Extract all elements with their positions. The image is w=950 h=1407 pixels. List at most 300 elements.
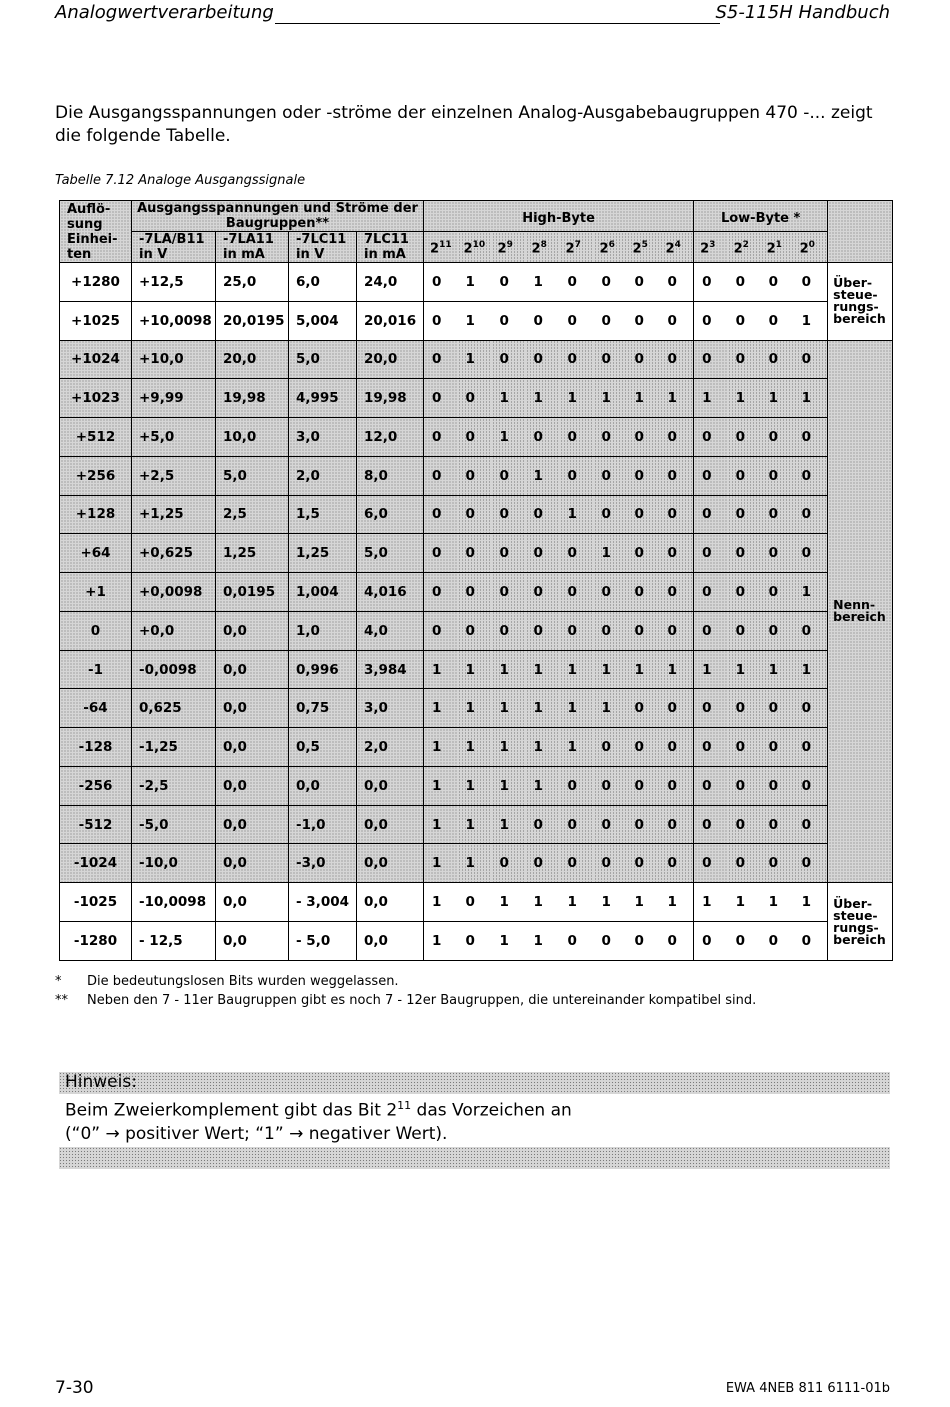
cell-7la11-ma: 1,25 (216, 534, 289, 573)
cell-bit: 1 (458, 766, 492, 805)
cell-bit: 1 (458, 844, 492, 883)
cell-7lab11-v: -2,5 (132, 766, 216, 805)
cell-bit: 0 (660, 728, 694, 767)
header-col-7la11-ma: -7LA11 in mA (216, 232, 289, 263)
cell-bit: 0 (627, 495, 660, 534)
cell-bit: 1 (526, 456, 560, 495)
cell-bit: 0 (660, 611, 694, 650)
cell-bit: 0 (424, 495, 458, 534)
cell-bit: 0 (458, 883, 492, 922)
cell-bit: 0 (694, 263, 728, 302)
cell-bit: 0 (728, 456, 761, 495)
page-header (55, 2, 890, 26)
cell-bit: 1 (526, 650, 560, 689)
header-col-7lc11-ma: 7LC11 in mA (357, 232, 424, 263)
cell-bit: 1 (594, 883, 627, 922)
cell-bit: 0 (694, 340, 728, 379)
cell-bit: 1 (560, 650, 594, 689)
cell-bit: 0 (424, 263, 458, 302)
cell-7lab11-v: -0,0098 (132, 650, 216, 689)
cell-7lc11-v: 5,004 (289, 301, 357, 340)
note-line-1-text: Beim Zweierkomplement gibt das Bit 2 (65, 1100, 398, 1121)
cell-bit: 1 (492, 379, 526, 418)
cell-resolution: -1024 (60, 844, 132, 883)
cell-7lc11-ma: 5,0 (357, 534, 424, 573)
header-output-group: Ausgangsspannungen und Ströme der Baugruppen** (132, 201, 424, 232)
header-chapter: Analogwertverarbeitung (55, 2, 274, 23)
cell-bit: 1 (492, 805, 526, 844)
cell-bit: 1 (424, 766, 458, 805)
cell-bit: 0 (627, 728, 660, 767)
cell-bit: 1 (660, 379, 694, 418)
cell-bit: 1 (458, 728, 492, 767)
cell-bit: 1 (526, 379, 560, 418)
table-row (60, 883, 893, 922)
cell-bit: 0 (526, 534, 560, 573)
cell-7lab11-v: 0,625 (132, 689, 216, 728)
cell-bit: 0 (660, 534, 694, 573)
header-resolution: Auflö-sung Einhei-ten (60, 201, 132, 263)
cell-bit: 0 (728, 922, 761, 961)
cell-resolution: -64 (60, 689, 132, 728)
cell-resolution: +1024 (60, 340, 132, 379)
cell-bit: 0 (594, 340, 627, 379)
cell-7lc11-ma: 0,0 (357, 922, 424, 961)
cell-bit: 0 (526, 495, 560, 534)
cell-7lc11-v: 1,5 (289, 495, 357, 534)
cell-bit: 0 (761, 805, 794, 844)
cell-7lc11-ma: 20,016 (357, 301, 424, 340)
cell-7lab11-v: -5,0 (132, 805, 216, 844)
header-bit-high-7: $2^4$ (660, 232, 694, 263)
cell-bit: 1 (526, 883, 560, 922)
cell-bit: 1 (424, 883, 458, 922)
cell-bit: 0 (594, 805, 627, 844)
note-line-2: (“0” → positiver Wert; “1” → negativer Wert). (65, 1123, 448, 1144)
cell-bit: 0 (492, 573, 526, 612)
cell-bit: 0 (560, 922, 594, 961)
cell-bit: 0 (627, 340, 660, 379)
cell-7lc11-ma: 3,0 (357, 689, 424, 728)
cell-bit: 0 (526, 611, 560, 650)
cell-bit: 1 (424, 805, 458, 844)
cell-bit: 0 (660, 301, 694, 340)
cell-bit: 1 (560, 379, 594, 418)
cell-bit: 0 (492, 534, 526, 573)
cell-7lc11-v: 0,5 (289, 728, 357, 767)
cell-bit: 0 (660, 263, 694, 302)
range-overrange-upper: Über-steue-rungs-bereich (828, 263, 893, 341)
cell-bit: 0 (560, 301, 594, 340)
cell-bit: 1 (761, 379, 794, 418)
cell-bit: 0 (627, 766, 660, 805)
cell-bit: 0 (728, 844, 761, 883)
cell-7lc11-v: - 3,004 (289, 883, 357, 922)
header-rule (275, 23, 720, 24)
cell-bit: 0 (761, 301, 794, 340)
cell-bit: 0 (492, 456, 526, 495)
cell-bit: 1 (594, 379, 627, 418)
cell-bit: 0 (560, 340, 594, 379)
cell-bit: 0 (728, 495, 761, 534)
cell-bit: 1 (728, 650, 761, 689)
cell-bit: 0 (694, 689, 728, 728)
footnote-mark: ** (55, 993, 68, 1008)
cell-bit: 0 (424, 573, 458, 612)
cell-7lc11-v: 1,0 (289, 611, 357, 650)
cell-bit: 0 (627, 844, 660, 883)
cell-bit: 0 (761, 495, 794, 534)
cell-7la11-ma: 0,0 (216, 611, 289, 650)
cell-bit: 0 (526, 418, 560, 457)
cell-bit: 1 (627, 650, 660, 689)
cell-bit: 0 (794, 456, 828, 495)
note-line-1 (65, 1094, 572, 1123)
cell-bit: 0 (560, 418, 594, 457)
cell-bit: 0 (526, 573, 560, 612)
cell-bit: 1 (492, 883, 526, 922)
cell-bit: 1 (560, 495, 594, 534)
cell-bit: 0 (761, 844, 794, 883)
cell-bit: 0 (560, 766, 594, 805)
cell-bit: 1 (794, 573, 828, 612)
cell-resolution: -512 (60, 805, 132, 844)
header-bit-high-0: $2^{11}$ (424, 232, 458, 263)
cell-bit: 0 (560, 611, 594, 650)
cell-bit: 0 (627, 418, 660, 457)
cell-bit: 0 (627, 534, 660, 573)
cell-bit: 0 (560, 805, 594, 844)
cell-bit: 1 (458, 805, 492, 844)
cell-bit: 0 (594, 263, 627, 302)
cell-7lc11-v: -3,0 (289, 844, 357, 883)
cell-bit: 0 (458, 418, 492, 457)
header-bit-high-6: $2^5$ (627, 232, 660, 263)
cell-bit: 1 (424, 689, 458, 728)
cell-bit: 1 (694, 379, 728, 418)
cell-7lc11-v: 3,0 (289, 418, 357, 457)
cell-bit: 1 (424, 844, 458, 883)
table-row (60, 611, 893, 650)
cell-bit: 1 (424, 728, 458, 767)
cell-7lab11-v: +0,0 (132, 611, 216, 650)
cell-7lc11-v: 0,996 (289, 650, 357, 689)
cell-bit: 0 (594, 844, 627, 883)
cell-bit: 1 (492, 689, 526, 728)
cell-7la11-ma: 0,0 (216, 689, 289, 728)
table-row (60, 922, 893, 961)
cell-bit: 0 (761, 611, 794, 650)
cell-7lc11-v: 4,995 (289, 379, 357, 418)
cell-7lc11-ma: 4,0 (357, 611, 424, 650)
cell-7lc11-v: 0,0 (289, 766, 357, 805)
cell-7la11-ma: 0,0 (216, 844, 289, 883)
document-number: EWA 4NEB 811 6111-01b (725, 1381, 890, 1396)
cell-bit: 0 (728, 766, 761, 805)
cell-7lc11-v: 1,004 (289, 573, 357, 612)
cell-bit: 0 (660, 844, 694, 883)
cell-7la11-ma: 20,0195 (216, 301, 289, 340)
header-bit-low-2: $2^1$ (761, 232, 794, 263)
cell-7la11-ma: 10,0 (216, 418, 289, 457)
cell-7lc11-v: 1,25 (289, 534, 357, 573)
cell-resolution: +128 (60, 495, 132, 534)
cell-7lc11-v: 5,0 (289, 340, 357, 379)
cell-7lc11-ma: 0,0 (357, 844, 424, 883)
cell-bit: 0 (627, 611, 660, 650)
table-row (60, 766, 893, 805)
range-nominal: Nenn-bereich (828, 340, 893, 883)
cell-resolution: +64 (60, 534, 132, 573)
cell-bit: 0 (761, 689, 794, 728)
cell-bit: 0 (694, 805, 728, 844)
cell-7lc11-ma: 24,0 (357, 263, 424, 302)
cell-bit: 0 (728, 805, 761, 844)
cell-bit: 0 (794, 728, 828, 767)
table-row (60, 728, 893, 767)
cell-bit: 0 (794, 922, 828, 961)
note-title: Hinweis: (65, 1072, 137, 1092)
cell-bit: 0 (794, 263, 828, 302)
cell-bit: 0 (492, 340, 526, 379)
cell-bit: 0 (794, 611, 828, 650)
cell-bit: 0 (424, 456, 458, 495)
cell-bit: 1 (458, 689, 492, 728)
cell-bit: 1 (560, 689, 594, 728)
cell-bit: 0 (728, 340, 761, 379)
cell-7la11-ma: 5,0 (216, 456, 289, 495)
cell-bit: 0 (694, 728, 728, 767)
cell-bit: 0 (458, 534, 492, 573)
cell-bit: 0 (458, 611, 492, 650)
cell-bit: 1 (594, 534, 627, 573)
cell-bit: 0 (594, 611, 627, 650)
header-bit-high-5: $2^6$ (594, 232, 627, 263)
cell-7lc11-ma: 0,0 (357, 883, 424, 922)
cell-bit: 0 (594, 573, 627, 612)
header-range-blank (828, 201, 893, 263)
page-number: 7-30 (55, 1378, 94, 1398)
cell-bit: 1 (627, 883, 660, 922)
footnote-1 (55, 974, 900, 989)
cell-bit: 1 (424, 922, 458, 961)
cell-bit: 0 (794, 418, 828, 457)
table-row (60, 301, 893, 340)
cell-bit: 0 (794, 844, 828, 883)
cell-resolution: +512 (60, 418, 132, 457)
cell-bit: 0 (560, 534, 594, 573)
cell-bit: 1 (794, 301, 828, 340)
cell-bit: 0 (458, 922, 492, 961)
cell-bit: 0 (761, 456, 794, 495)
cell-bit: 0 (424, 534, 458, 573)
cell-bit: 1 (492, 650, 526, 689)
cell-bit: 0 (627, 456, 660, 495)
cell-7lc11-ma: 20,0 (357, 340, 424, 379)
analog-output-table-wrap (59, 200, 892, 961)
cell-bit: 0 (728, 611, 761, 650)
cell-bit: 0 (526, 805, 560, 844)
cell-bit: 1 (458, 340, 492, 379)
cell-bit: 0 (794, 766, 828, 805)
cell-7lc11-ma: 0,0 (357, 805, 424, 844)
note-end-bar (59, 1147, 890, 1169)
note-header-bar (59, 1072, 890, 1094)
header-col-7lc11-v: -7LC11 in V (289, 232, 357, 263)
table-row (60, 495, 893, 534)
cell-bit: 1 (627, 379, 660, 418)
cell-7la11-ma: 0,0 (216, 883, 289, 922)
cell-bit: 0 (660, 573, 694, 612)
cell-bit: 0 (694, 922, 728, 961)
cell-bit: 0 (660, 766, 694, 805)
cell-7la11-ma: 25,0 (216, 263, 289, 302)
cell-7lab11-v: -10,0098 (132, 883, 216, 922)
table-caption: Tabelle 7.12 Analoge Ausgangssignale (55, 173, 306, 188)
cell-bit: 0 (594, 495, 627, 534)
table-row (60, 689, 893, 728)
cell-7lc11-v: -1,0 (289, 805, 357, 844)
note-line-1-tail: das Vorzeichen an (411, 1100, 572, 1121)
cell-bit: 1 (492, 922, 526, 961)
cell-resolution: -256 (60, 766, 132, 805)
cell-bit: 0 (594, 301, 627, 340)
cell-7lc11-ma: 4,016 (357, 573, 424, 612)
cell-7la11-ma: 0,0195 (216, 573, 289, 612)
footnote-mark: * (55, 974, 62, 989)
header-low-byte: Low-Byte * (694, 201, 828, 232)
cell-bit: 0 (761, 534, 794, 573)
cell-resolution: +256 (60, 456, 132, 495)
cell-bit: 0 (492, 495, 526, 534)
cell-bit: 0 (424, 418, 458, 457)
cell-7lab11-v: +10,0098 (132, 301, 216, 340)
cell-7la11-ma: 19,98 (216, 379, 289, 418)
cell-bit: 0 (424, 340, 458, 379)
note-line-1-exponent: 11 (397, 1099, 412, 1112)
cell-bit: 0 (526, 301, 560, 340)
cell-7la11-ma: 0,0 (216, 805, 289, 844)
header-bit-low-0: $2^3$ (694, 232, 728, 263)
cell-bit: 0 (660, 418, 694, 457)
cell-bit: 0 (627, 805, 660, 844)
cell-bit: 1 (594, 689, 627, 728)
cell-bit: 0 (660, 689, 694, 728)
cell-bit: 1 (424, 650, 458, 689)
cell-bit: 0 (594, 456, 627, 495)
cell-bit: 0 (458, 495, 492, 534)
cell-bit: 0 (594, 418, 627, 457)
cell-resolution: +1025 (60, 301, 132, 340)
cell-bit: 0 (424, 301, 458, 340)
cell-bit: 1 (526, 766, 560, 805)
cell-bit: 0 (728, 418, 761, 457)
cell-bit: 1 (660, 883, 694, 922)
cell-7la11-ma: 0,0 (216, 728, 289, 767)
table-row (60, 418, 893, 457)
cell-bit: 0 (492, 301, 526, 340)
cell-resolution: 0 (60, 611, 132, 650)
cell-bit: 0 (492, 844, 526, 883)
table-row (60, 534, 893, 573)
cell-bit: 1 (526, 728, 560, 767)
cell-7lc11-v: - 5,0 (289, 922, 357, 961)
header-bit-low-3: $2^0$ (794, 232, 828, 263)
cell-7lab11-v: -1,25 (132, 728, 216, 767)
table-row (60, 844, 893, 883)
range-overrange-lower: Über-steue-rungs-bereich (828, 883, 893, 961)
table-row (60, 379, 893, 418)
cell-bit: 1 (560, 883, 594, 922)
cell-bit: 0 (627, 922, 660, 961)
cell-bit: 1 (660, 650, 694, 689)
header-manual: S5-115H Handbuch (715, 2, 890, 23)
cell-bit: 0 (761, 573, 794, 612)
cell-bit: 0 (560, 263, 594, 302)
cell-7lc11-ma: 6,0 (357, 495, 424, 534)
cell-7lc11-v: 6,0 (289, 263, 357, 302)
cell-bit: 1 (794, 379, 828, 418)
footnote-text: Neben den 7 - 11er Baugruppen gibt es noch 7 - 12er Baugruppen, die untereinander kompatibel sind. (87, 993, 757, 1008)
cell-resolution: -1025 (60, 883, 132, 922)
cell-bit: 0 (627, 263, 660, 302)
header-bit-low-1: $2^2$ (728, 232, 761, 263)
table-row (60, 456, 893, 495)
cell-bit: 0 (694, 301, 728, 340)
cell-bit: 0 (761, 922, 794, 961)
cell-7lab11-v: +0,625 (132, 534, 216, 573)
cell-bit: 0 (694, 611, 728, 650)
cell-bit: 0 (492, 611, 526, 650)
cell-bit: 0 (728, 301, 761, 340)
cell-bit: 0 (660, 922, 694, 961)
table-row (60, 340, 893, 379)
cell-bit: 0 (728, 573, 761, 612)
cell-7lc11-ma: 8,0 (357, 456, 424, 495)
cell-7la11-ma: 0,0 (216, 650, 289, 689)
cell-resolution: -128 (60, 728, 132, 767)
cell-bit: 0 (660, 805, 694, 844)
cell-resolution: +1 (60, 573, 132, 612)
cell-bit: 0 (627, 573, 660, 612)
cell-bit: 0 (660, 456, 694, 495)
cell-bit: 0 (526, 844, 560, 883)
cell-bit: 0 (794, 689, 828, 728)
note-body (65, 1094, 572, 1146)
cell-bit: 1 (492, 766, 526, 805)
cell-bit: 1 (458, 650, 492, 689)
cell-bit: 0 (627, 689, 660, 728)
table-row (60, 573, 893, 612)
cell-bit: 0 (761, 340, 794, 379)
cell-bit: 0 (794, 534, 828, 573)
cell-bit: 1 (492, 728, 526, 767)
cell-bit: 0 (694, 844, 728, 883)
table-row (60, 805, 893, 844)
header-bit-high-2: $2^9$ (492, 232, 526, 263)
cell-7lab11-v: +9,99 (132, 379, 216, 418)
analog-output-table (59, 200, 893, 961)
footnote-2 (55, 993, 900, 1008)
cell-bit: 0 (694, 573, 728, 612)
cell-bit: 1 (728, 379, 761, 418)
cell-resolution: -1 (60, 650, 132, 689)
cell-bit: 0 (560, 573, 594, 612)
cell-bit: 0 (728, 689, 761, 728)
cell-7lab11-v: +5,0 (132, 418, 216, 457)
cell-7la11-ma: 0,0 (216, 766, 289, 805)
cell-bit: 1 (526, 689, 560, 728)
